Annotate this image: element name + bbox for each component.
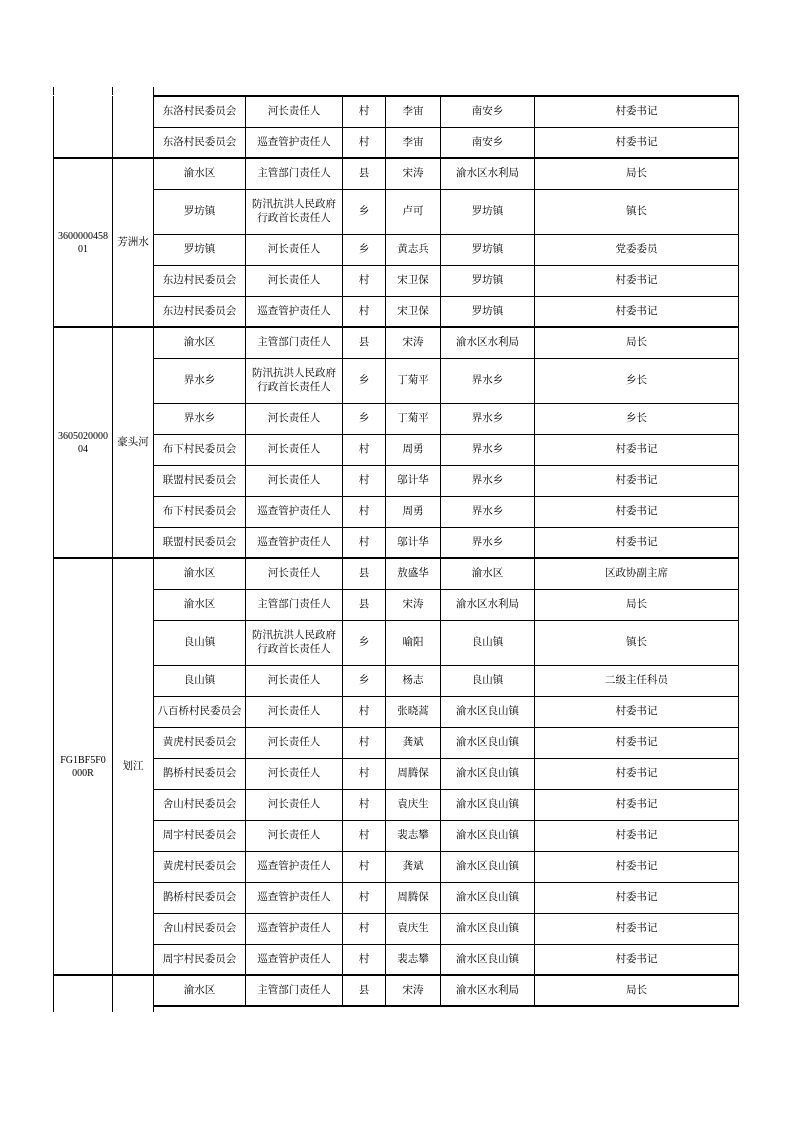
column-rule-extension-top bbox=[53, 87, 54, 95]
cell-name: 黄志兵 bbox=[386, 234, 441, 265]
cell-affiliation: 渝水区良山镇 bbox=[441, 882, 535, 913]
cell-role: 主管部门责任人 bbox=[246, 975, 343, 1006]
cell-role: 巡查管护责任人 bbox=[246, 944, 343, 975]
cell-role: 主管部门责任人 bbox=[246, 158, 343, 189]
cell-name: 龚斌 bbox=[386, 727, 441, 758]
cell-org: 舍山村民委员会 bbox=[154, 913, 246, 944]
cell-level: 村 bbox=[343, 913, 386, 944]
cell-level: 县 bbox=[343, 558, 386, 589]
cell-affiliation: 良山镇 bbox=[441, 620, 535, 665]
cell-name: 李宙 bbox=[386, 127, 441, 158]
table-row bbox=[54, 189, 739, 234]
cell-org: 东洛村民委员会 bbox=[154, 127, 246, 158]
table-row bbox=[54, 434, 739, 465]
cell-name: 周腾保 bbox=[386, 882, 441, 913]
cell-org: 罗坊镇 bbox=[154, 189, 246, 234]
cell-org: 渝水区 bbox=[154, 975, 246, 1006]
cell-org: 联盟村民委员会 bbox=[154, 527, 246, 558]
column-rule-extension-top bbox=[153, 87, 154, 95]
cell-role: 河长责任人 bbox=[246, 403, 343, 434]
cell-level: 乡 bbox=[343, 358, 386, 403]
table-row bbox=[54, 296, 739, 327]
cell-org: 鹊桥村民委员会 bbox=[154, 882, 246, 913]
cell-title: 村委书记 bbox=[535, 913, 739, 944]
cell-title: 村委书记 bbox=[535, 434, 739, 465]
cell-title: 村委书记 bbox=[535, 96, 739, 127]
cell-title: 村委书记 bbox=[535, 944, 739, 975]
table-row bbox=[54, 558, 739, 589]
cell-level: 县 bbox=[343, 327, 386, 358]
cell-title: 局长 bbox=[535, 327, 739, 358]
cell-org: 良山镇 bbox=[154, 665, 246, 696]
cell-org: 黄虎村民委员会 bbox=[154, 851, 246, 882]
cell-level: 村 bbox=[343, 265, 386, 296]
cell-role: 河长责任人 bbox=[246, 96, 343, 127]
cell-name: 裴志攀 bbox=[386, 820, 441, 851]
cell-level: 村 bbox=[343, 696, 386, 727]
cell-title: 村委书记 bbox=[535, 820, 739, 851]
table-row bbox=[54, 589, 739, 620]
cell-level: 村 bbox=[343, 758, 386, 789]
cell-org: 鹊桥村民委员会 bbox=[154, 758, 246, 789]
cell-org: 舍山村民委员会 bbox=[154, 789, 246, 820]
cell-level: 村 bbox=[343, 527, 386, 558]
table-row bbox=[54, 789, 739, 820]
cell-title: 村委书记 bbox=[535, 527, 739, 558]
cell-title: 村委书记 bbox=[535, 882, 739, 913]
cell-level: 乡 bbox=[343, 620, 386, 665]
cell-org: 周宇村民委员会 bbox=[154, 944, 246, 975]
table-row bbox=[54, 234, 739, 265]
cell-level: 乡 bbox=[343, 665, 386, 696]
cell-river-name bbox=[113, 975, 154, 1006]
cell-name: 宋涛 bbox=[386, 589, 441, 620]
cell-title: 镇长 bbox=[535, 620, 739, 665]
cell-org: 布下村民委员会 bbox=[154, 496, 246, 527]
cell-name: 宋卫保 bbox=[386, 265, 441, 296]
cell-title: 村委书记 bbox=[535, 296, 739, 327]
table-row bbox=[54, 358, 739, 403]
cell-name: 宋涛 bbox=[386, 327, 441, 358]
cell-affiliation: 渝水区良山镇 bbox=[441, 727, 535, 758]
cell-name: 周腾保 bbox=[386, 758, 441, 789]
cell-affiliation: 南安乡 bbox=[441, 96, 535, 127]
cell-level: 村 bbox=[343, 127, 386, 158]
cell-title: 村委书记 bbox=[535, 265, 739, 296]
cell-name: 邬计华 bbox=[386, 527, 441, 558]
cell-role: 河长责任人 bbox=[246, 558, 343, 589]
cell-org: 界水乡 bbox=[154, 358, 246, 403]
cell-name: 卢可 bbox=[386, 189, 441, 234]
cell-level: 乡 bbox=[343, 189, 386, 234]
cell-river-name: 芳洲水 bbox=[113, 158, 154, 327]
cell-role: 巡查管护责任人 bbox=[246, 496, 343, 527]
cell-role: 河长责任人 bbox=[246, 789, 343, 820]
cell-affiliation: 界水乡 bbox=[441, 358, 535, 403]
cell-level: 县 bbox=[343, 589, 386, 620]
cell-role: 河长责任人 bbox=[246, 465, 343, 496]
cell-affiliation: 渝水区水利局 bbox=[441, 327, 535, 358]
cell-role: 巡查管护责任人 bbox=[246, 851, 343, 882]
cell-affiliation: 罗坊镇 bbox=[441, 234, 535, 265]
cell-role: 主管部门责任人 bbox=[246, 589, 343, 620]
cell-level: 村 bbox=[343, 882, 386, 913]
cell-title: 二级主任科员 bbox=[535, 665, 739, 696]
cell-role: 防汛抗洪人民政府行政首长责任人 bbox=[246, 620, 343, 665]
cell-role: 巡查管护责任人 bbox=[246, 127, 343, 158]
cell-level: 村 bbox=[343, 496, 386, 527]
cell-name: 邬计华 bbox=[386, 465, 441, 496]
table-row bbox=[54, 882, 739, 913]
table-row bbox=[54, 527, 739, 558]
cell-role: 防汛抗洪人民政府行政首长责任人 bbox=[246, 189, 343, 234]
cell-name: 喻阳 bbox=[386, 620, 441, 665]
cell-level: 村 bbox=[343, 944, 386, 975]
cell-org: 罗坊镇 bbox=[154, 234, 246, 265]
table-row bbox=[54, 665, 739, 696]
cell-level: 村 bbox=[343, 96, 386, 127]
cell-org: 渝水区 bbox=[154, 589, 246, 620]
cell-name: 丁菊平 bbox=[386, 358, 441, 403]
cell-title: 村委书记 bbox=[535, 789, 739, 820]
cell-section-id bbox=[54, 96, 113, 158]
cell-org: 东洛村民委员会 bbox=[154, 96, 246, 127]
cell-org: 渝水区 bbox=[154, 327, 246, 358]
cell-title: 局长 bbox=[535, 158, 739, 189]
cell-role: 河长责任人 bbox=[246, 665, 343, 696]
cell-name: 龚斌 bbox=[386, 851, 441, 882]
cell-title: 村委书记 bbox=[535, 851, 739, 882]
cell-level: 县 bbox=[343, 975, 386, 1006]
cell-affiliation: 界水乡 bbox=[441, 465, 535, 496]
cell-title: 局长 bbox=[535, 589, 739, 620]
cell-river-name: 划江 bbox=[113, 558, 154, 975]
cell-org: 界水乡 bbox=[154, 403, 246, 434]
cell-title: 村委书记 bbox=[535, 496, 739, 527]
cell-org: 渝水区 bbox=[154, 558, 246, 589]
cell-affiliation: 界水乡 bbox=[441, 496, 535, 527]
cell-affiliation: 渝水区良山镇 bbox=[441, 851, 535, 882]
cell-org: 八百桥村民委员会 bbox=[154, 696, 246, 727]
cell-river-name bbox=[113, 96, 154, 158]
cell-name: 丁菊平 bbox=[386, 403, 441, 434]
cell-affiliation: 渝水区水利局 bbox=[441, 158, 535, 189]
cell-affiliation: 渝水区良山镇 bbox=[441, 789, 535, 820]
cell-role: 河长责任人 bbox=[246, 758, 343, 789]
table-row bbox=[54, 620, 739, 665]
cell-section-id: FG1BF5F0000R bbox=[54, 558, 113, 975]
cell-title: 乡长 bbox=[535, 358, 739, 403]
cell-affiliation: 渝水区良山镇 bbox=[441, 758, 535, 789]
cell-name: 敖盛华 bbox=[386, 558, 441, 589]
cell-role: 河长责任人 bbox=[246, 234, 343, 265]
cell-name: 宋涛 bbox=[386, 158, 441, 189]
cell-title: 村委书记 bbox=[535, 696, 739, 727]
cell-river-name: 豪头河 bbox=[113, 327, 154, 558]
cell-org: 联盟村民委员会 bbox=[154, 465, 246, 496]
cell-org: 良山镇 bbox=[154, 620, 246, 665]
cell-name: 裴志攀 bbox=[386, 944, 441, 975]
cell-affiliation: 罗坊镇 bbox=[441, 189, 535, 234]
cell-title: 局长 bbox=[535, 975, 739, 1006]
cell-section-id: 360000045801 bbox=[54, 158, 113, 327]
cell-role: 河长责任人 bbox=[246, 696, 343, 727]
table-row bbox=[54, 696, 739, 727]
table-row bbox=[54, 403, 739, 434]
cell-level: 村 bbox=[343, 465, 386, 496]
cell-role: 巡查管护责任人 bbox=[246, 296, 343, 327]
cell-org: 渝水区 bbox=[154, 158, 246, 189]
cell-title: 村委书记 bbox=[535, 465, 739, 496]
cell-level: 村 bbox=[343, 727, 386, 758]
table-body bbox=[54, 96, 739, 1006]
cell-affiliation: 渝水区水利局 bbox=[441, 589, 535, 620]
table-row bbox=[54, 158, 739, 189]
cell-level: 县 bbox=[343, 158, 386, 189]
cell-affiliation: 渝水区良山镇 bbox=[441, 913, 535, 944]
cell-org: 东边村民委员会 bbox=[154, 265, 246, 296]
cell-affiliation: 渝水区良山镇 bbox=[441, 820, 535, 851]
cell-affiliation: 良山镇 bbox=[441, 665, 535, 696]
cell-affiliation: 界水乡 bbox=[441, 527, 535, 558]
table-row bbox=[54, 975, 739, 1006]
cell-role: 河长责任人 bbox=[246, 434, 343, 465]
cell-level: 村 bbox=[343, 789, 386, 820]
cell-level: 乡 bbox=[343, 403, 386, 434]
cell-role: 河长责任人 bbox=[246, 265, 343, 296]
cell-affiliation: 渝水区 bbox=[441, 558, 535, 589]
cell-role: 巡查管护责任人 bbox=[246, 882, 343, 913]
cell-name: 李宙 bbox=[386, 96, 441, 127]
cell-role: 河长责任人 bbox=[246, 727, 343, 758]
cell-org: 布下村民委员会 bbox=[154, 434, 246, 465]
cell-affiliation: 渝水区水利局 bbox=[441, 975, 535, 1006]
cell-title: 乡长 bbox=[535, 403, 739, 434]
cell-name: 宋卫保 bbox=[386, 296, 441, 327]
table-row bbox=[54, 327, 739, 358]
cell-name: 杨志 bbox=[386, 665, 441, 696]
cell-section-id: 360502000004 bbox=[54, 327, 113, 558]
table-row bbox=[54, 944, 739, 975]
cell-role: 主管部门责任人 bbox=[246, 327, 343, 358]
cell-affiliation: 渝水区良山镇 bbox=[441, 696, 535, 727]
cell-role: 防汛抗洪人民政府行政首长责任人 bbox=[246, 358, 343, 403]
cell-level: 村 bbox=[343, 296, 386, 327]
river-chief-table bbox=[53, 95, 739, 1007]
cell-title: 镇长 bbox=[535, 189, 739, 234]
cell-affiliation: 渝水区良山镇 bbox=[441, 944, 535, 975]
cell-affiliation: 南安乡 bbox=[441, 127, 535, 158]
cell-level: 乡 bbox=[343, 234, 386, 265]
cell-title: 区政协副主席 bbox=[535, 558, 739, 589]
table-row bbox=[54, 96, 739, 127]
cell-title: 村委书记 bbox=[535, 727, 739, 758]
cell-name: 周勇 bbox=[386, 496, 441, 527]
cell-level: 村 bbox=[343, 851, 386, 882]
cell-title: 村委书记 bbox=[535, 127, 739, 158]
table-row bbox=[54, 465, 739, 496]
cell-name: 袁庆生 bbox=[386, 789, 441, 820]
cell-role: 巡查管护责任人 bbox=[246, 527, 343, 558]
cell-affiliation: 界水乡 bbox=[441, 434, 535, 465]
cell-section-id bbox=[54, 975, 113, 1006]
cell-role: 河长责任人 bbox=[246, 820, 343, 851]
cell-name: 宋涛 bbox=[386, 975, 441, 1006]
cell-level: 村 bbox=[343, 820, 386, 851]
cell-title: 村委书记 bbox=[535, 758, 739, 789]
table-row bbox=[54, 727, 739, 758]
cell-org: 黄虎村民委员会 bbox=[154, 727, 246, 758]
cell-org: 东边村民委员会 bbox=[154, 296, 246, 327]
cell-affiliation: 界水乡 bbox=[441, 403, 535, 434]
cell-name: 袁庆生 bbox=[386, 913, 441, 944]
cell-org: 周宇村民委员会 bbox=[154, 820, 246, 851]
table-row bbox=[54, 265, 739, 296]
cell-affiliation: 罗坊镇 bbox=[441, 265, 535, 296]
cell-title: 党委委员 bbox=[535, 234, 739, 265]
cell-name: 周勇 bbox=[386, 434, 441, 465]
column-rule-extension-top bbox=[112, 87, 113, 95]
table-row bbox=[54, 851, 739, 882]
cell-role: 巡查管护责任人 bbox=[246, 913, 343, 944]
cell-name: 张晓蒿 bbox=[386, 696, 441, 727]
table-row bbox=[54, 127, 739, 158]
table-row bbox=[54, 758, 739, 789]
table-row bbox=[54, 496, 739, 527]
cell-affiliation: 罗坊镇 bbox=[441, 296, 535, 327]
table-row bbox=[54, 820, 739, 851]
cell-level: 村 bbox=[343, 434, 386, 465]
table-row bbox=[54, 913, 739, 944]
